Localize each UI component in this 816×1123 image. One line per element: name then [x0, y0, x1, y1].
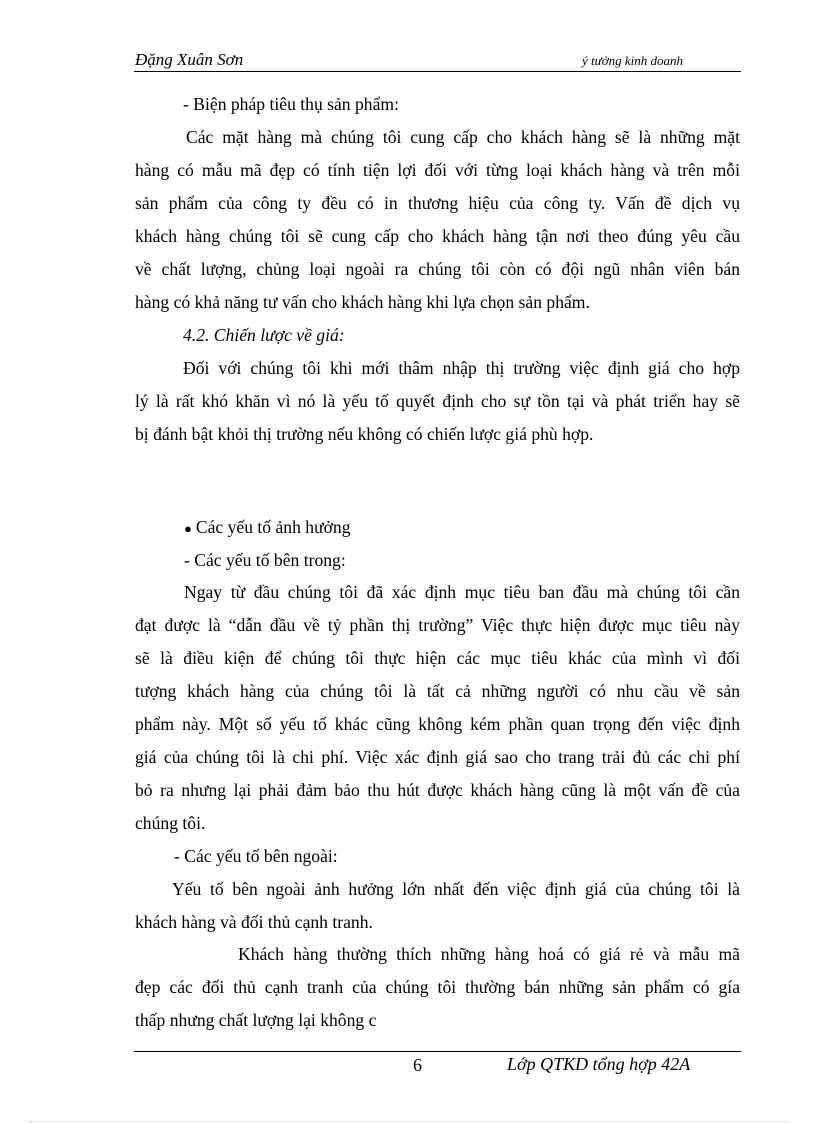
paragraph-line: phẩm này. Một số yếu tố khác cũng không kém phần quan trọng đến việc định	[135, 714, 740, 734]
heading-influencing-factors	[184, 511, 351, 545]
paragraph-line: giá của chúng tôi là chi phí. Việc xác định giá sao cho trang trải đủ các chi phí	[135, 747, 740, 767]
paragraph-line: khách hàng và đối thủ cạnh tranh.	[135, 912, 373, 932]
paragraph-line: đẹp các đối thủ cạnh tranh của chúng tôi thường bán những sản phẩm có gía	[135, 977, 740, 997]
heading-external-factors: - Các yếu tố bên ngoài:	[174, 846, 338, 866]
paragraph-line: thấp nhưng chất lượng lại không c	[135, 1010, 377, 1030]
paragraph-line: khách hàng chúng tôi sẽ cung cấp cho khách hàng tận nơi theo đúng yêu cầu	[135, 226, 740, 246]
heading-text: Các yếu tố ảnh hưởng	[195, 517, 351, 537]
header-topic: ý tưởng kinh doanh	[582, 53, 684, 68]
bullet-icon: ●	[184, 521, 192, 536]
paragraph-line: Ngay từ đầu chúng tôi đã xác định mục tiêu ban đầu mà chúng tôi cần	[184, 582, 740, 602]
paragraph-line: bị đánh bật khỏi thị trường nếu không có chiến lược giá phù hợp.	[135, 424, 594, 444]
page-number: 6	[413, 1055, 422, 1075]
header-rule	[134, 71, 741, 72]
paragraph-line: lý là rất khó khăn vì nó là yếu tố quyết định cho sự tồn tại và phát triển hay sẽ	[135, 391, 740, 411]
paragraph-line: Đối với chúng tôi khi mới thâm nhập thị trường việc định giá cho hợp	[183, 358, 740, 378]
heading-sale-measures: - Biện pháp tiêu thụ sản phẩm:	[183, 94, 399, 114]
heading-price-strategy: 4.2. Chiến lược về giá:	[183, 325, 345, 345]
paragraph-line: hàng có mẫu mã đẹp có tính tiện lợi đối với từng loại khách hàng và trên mỗi	[135, 160, 740, 180]
heading-internal-factors: - Các yếu tố bên trong:	[184, 550, 346, 570]
paragraph-line: về chất lượng, chủng loại ngoài ra chúng tôi còn có đội ngũ nhân viên bán	[135, 259, 740, 279]
footer-class-name: Lớp QTKD tổng hợp 42A	[507, 1054, 691, 1074]
paragraph-line: bỏ ra nhưng lại phải đảm bảo thu hút được khách hàng cũng là một vấn đề của	[135, 780, 740, 800]
footer-rule	[134, 1051, 741, 1052]
page-bottom-border	[28, 1121, 788, 1122]
paragraph-line: Yếu tố bên ngoài ảnh hưởng lớn nhất đến việc định giá của chúng tôi là	[172, 879, 740, 899]
paragraph-line: đạt được là “dẫn đầu về tỷ phần thị trường” Việc thực hiện được mục tiêu này	[135, 615, 740, 635]
header-author: Đặng Xuân Sơn	[135, 50, 244, 69]
paragraph-line: tượng khách hàng của chúng tôi là tất cả những người có nhu cầu về sản	[135, 681, 740, 701]
paragraph-line: Các mặt hàng mà chúng tôi cung cấp cho khách hàng sẽ là những mặt	[186, 127, 740, 147]
paragraph-line: sẽ là điều kiện để chúng tôi thực hiện các mục tiêu khác của mình vì đối	[135, 648, 740, 668]
paragraph-line: chúng tôi.	[135, 813, 206, 833]
paragraph-line: sản phẩm của công ty đều có in thương hiệu của công ty. Vấn đề dịch vụ	[135, 193, 740, 213]
paragraph-line: hàng có khả năng tư vấn cho khách hàng khi lựa chọn sản phẩm.	[135, 292, 590, 312]
paragraph-line: Khách hàng thường thích những hàng hoá có giá rẻ và mẫu mã	[238, 944, 740, 964]
